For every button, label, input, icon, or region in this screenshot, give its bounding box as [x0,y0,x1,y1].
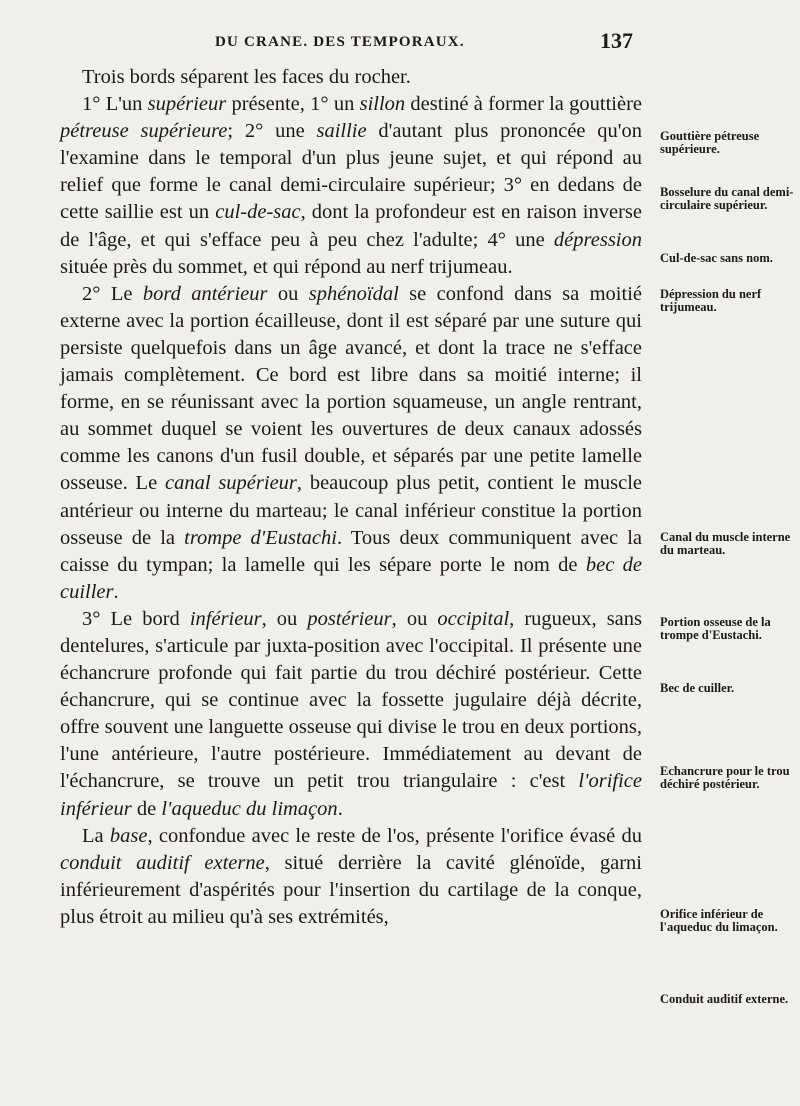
italic-term: occipital [437,607,510,630]
page-header [0,26,800,56]
page-number: 137 [600,28,633,53]
margin-note: Canal du muscle interne du marteau. [660,530,791,557]
margin-note: Conduit auditif externe. [660,992,789,1006]
paragraph-bord-anterieur: 2° Le bord antérieur ou sphénoïdal se confond dans sa moitié externe avec la portion écailleuse, dont il est séparé par une suture qui persiste quelquefois dans un âge avancé, et dont la trace ne s'efface jamais complètement. Ce bord est libre dans sa moitié interne; il forme, en se réunissant avec la portion squameuse, un angle rentrant, au sommet duquel se voient les ouvertures de deux canaux adossés comme les canons d'un fusil double, et séparés par une petite lamelle osseuse. Le canal supérieur, beaucoup plus petit, contient le muscle antérieur ou interne du marteau; le canal inférieur constitue la portion osseuse de la trompe d'Eustachi. Tous deux communiquent avec la caisse du tympan; la lamelle qui les sépare porte le nom de bec de cuiller. [60,282,642,603]
italic-term: pétreuse supérieure [60,120,228,143]
italic-term: l'aqueduc du limaçon [161,797,338,820]
margin-note: Portion osseuse de la trompe d'Eustachi. [660,615,771,642]
main-text [60,64,642,931]
italic-term: saillie [316,120,367,143]
italic-term: dépression [553,228,642,251]
paragraph-bord-inferieur: 3° Le bord inférieur, ou postérieur, ou occipital, rugueux, sans dentelures, s'articule par juxta-position avec l'occipital. Il présente une échancrure profonde qui fait partie du trou déchiré postérieur. Cette échancrure, qui se continue avec la fossette jugulaire déjà décrite, offre souvent une languette osseuse qui divise le trou en deux portions, l'une antérieure, l'autre postérieure. Immédiatement au devant de l'échancrure, se trouve un petit trou triangulaire : c'est l'orifice inférieur de l'aqueduc du limaçon. [60,607,643,820]
italic-term: supérieur [147,93,227,116]
italic-term: sillon [359,93,406,116]
margin-note: Orifice inférieur de l'aqueduc du limaçon. [660,907,778,934]
running-title: DU CRANE. DES TEMPORAUX. [215,34,465,50]
margin-note: Gouttière pétreuse supérieure. [660,129,760,156]
italic-term: l'orifice inférieur [60,770,642,820]
italic-term: trompe d'Eustachi [184,526,337,549]
paragraph-intro: Trois bords séparent les faces du rocher. [82,66,411,88]
paragraph-bord-superieur: 1° L'un supérieur présente, 1° un sillon destiné à former la gouttière pétreuse supérieure; 2° une saillie d'autant plus prononcée qu'on l'examine dans le temporal d'un plus jeune sujet, et qui répond au relief que forme le canal demi-circulaire supérieur; 3° en dedans de cette saillie est un cul-de-sac, dont la profondeur est en raison inverse de l'âge, et qui s'efface peu à peu chez l'adulte; 4° une dépression située près du sommet, et qui répond au nerf trijumeau. [60,93,642,278]
italic-term: inférieur [189,607,262,630]
margin-note: Bec de cuiller. [660,681,735,695]
italic-term: sphénoïdal [308,282,399,305]
italic-term: conduit auditif externe [60,851,265,874]
italic-term: bord antérieur [142,282,268,305]
italic-term: postérieur [307,607,392,630]
italic-term: bec de cuiller [60,553,642,603]
paragraph-base: La base, confondue avec le reste de l'os, présente l'orifice évasé du conduit auditif externe, situé derrière la cavité glénoïde, garni inférieurement d'aspérités pour l'insertion du cartilage de la conque, plus étroit au milieu qu'à ses extrémités, [60,824,643,928]
margin-note: Dépression du nerf trijumeau. [660,287,762,314]
italic-term: cul-de-sac [215,201,301,224]
margin-note: Cul-de-sac sans nom. [660,251,773,265]
italic-term: base [109,824,148,847]
margin-note: Echancrure pour le trou déchiré postérieur. [660,764,790,791]
margin-note: Bosselure du canal demi-circulaire supérieur. [660,185,794,212]
italic-term: canal supérieur [164,472,297,495]
